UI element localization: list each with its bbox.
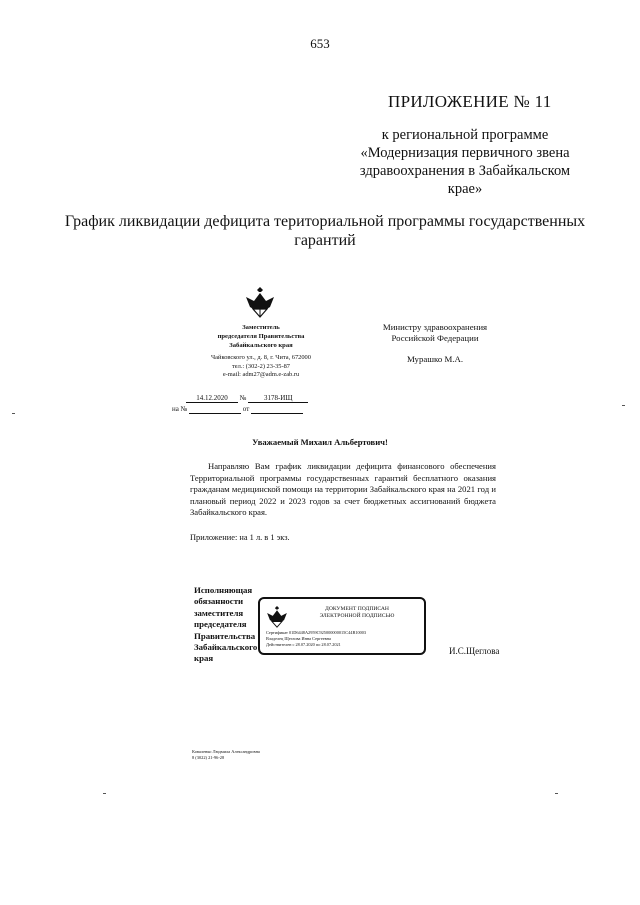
registration-number: 3178-ИЩ bbox=[248, 394, 308, 403]
recipient-block bbox=[355, 322, 515, 365]
position-line: Забайкальского bbox=[194, 642, 258, 653]
stamp-certificate: Сертификат 01D6448A2959C925000000015C44B10003 bbox=[266, 630, 367, 635]
sender-address: Чайковского ул., д. 8, г. Чита, 672000 bbox=[211, 354, 311, 361]
scan-speck bbox=[12, 413, 15, 414]
stamp-owner: Владелец Щеглова Инна Сергеевна bbox=[266, 636, 331, 642]
coat-of-arms-icon bbox=[265, 606, 289, 630]
reply-date-label: от bbox=[242, 405, 250, 413]
position-line: обязанности bbox=[194, 596, 244, 607]
sender-title: Заместитель bbox=[242, 324, 280, 331]
appendix-line: крае» bbox=[447, 181, 483, 197]
appendix-line: «Модернизация первичного звена bbox=[360, 145, 570, 161]
position-line: края bbox=[194, 653, 214, 664]
stamp-heading bbox=[292, 606, 422, 620]
page-number: 653 bbox=[310, 36, 330, 51]
position-line: заместителя bbox=[194, 607, 244, 618]
registration-date: 14.12.2020 bbox=[186, 394, 238, 403]
appendix-line: здравоохранения в Забайкальском bbox=[359, 163, 571, 179]
letter-body: Направляю Вам график ликвидации дефицита финансового обеспечения Территориальной программы государственных гарантий бесплатного оказания гражданам медицинской помощи на территории Забайкальского края на 2021 год и плановый период 2022 и 2023 годов за счет бюджетных ассигнований бюджета Забайкальского края. bbox=[190, 461, 496, 518]
sender-title: Забайкальского края bbox=[229, 342, 293, 349]
executor-phone: 8 (3022) 21-96-28 bbox=[192, 755, 225, 760]
reply-number-label: на № bbox=[172, 405, 188, 413]
coat-of-arms-icon bbox=[243, 287, 277, 321]
scan-speck bbox=[622, 405, 625, 406]
position-line: Исполняющая bbox=[194, 585, 253, 595]
electronic-signature-stamp bbox=[258, 597, 426, 655]
registration-line bbox=[186, 394, 308, 403]
registration-number-label: № bbox=[239, 394, 247, 402]
appendix-subtitle bbox=[330, 126, 600, 198]
sender-email: e-mail: adm27@adm.e-zab.ru bbox=[222, 371, 300, 378]
recipient-name: Мурашко М.А. bbox=[406, 354, 464, 364]
document-title: График ликвидации дефицита териториальной программы государственных гарантий bbox=[64, 213, 586, 249]
position-line: Правительства bbox=[194, 630, 256, 641]
stamp-heading-line: ЭЛЕКТРОННОЙ ПОДПИСЬЮ bbox=[319, 613, 395, 619]
recipient-title: Министру здравоохранения bbox=[382, 322, 488, 332]
letter-greeting: Уважаемый Михаил Альбертович! bbox=[252, 437, 388, 447]
reply-date-blank bbox=[251, 405, 303, 414]
letter-attachment: Приложение: на 1 л. в 1 экз. bbox=[190, 533, 290, 542]
sender-block bbox=[186, 323, 336, 350]
stamp-heading-line: ДОКУМЕНТ ПОДПИСАН bbox=[325, 606, 389, 612]
stamp-details bbox=[266, 630, 366, 649]
signer-name: И.С.Щеглова bbox=[449, 646, 500, 656]
reply-reference-line bbox=[172, 405, 303, 414]
sender-phone: тел.: (302-2) 23-35-87 bbox=[232, 362, 290, 370]
stamp-validity: Действителен с 28.07.2020 по 28.07.2021 bbox=[266, 642, 341, 648]
position-line: председателя bbox=[194, 619, 247, 630]
sender-contacts bbox=[186, 354, 336, 380]
executor-block bbox=[192, 749, 260, 761]
appendix-title: ПРИЛОЖЕНИЕ № 11 bbox=[388, 92, 552, 111]
reply-number-blank bbox=[189, 405, 241, 414]
scan-speck bbox=[103, 793, 106, 794]
appendix-line: к региональной программе bbox=[381, 127, 549, 143]
recipient-title: Российской Федерации bbox=[391, 333, 479, 343]
scan-speck bbox=[555, 793, 558, 794]
executor-name: Коваленко Людмила Александровна bbox=[192, 749, 260, 754]
sender-title: председателя Правительства bbox=[217, 333, 305, 340]
